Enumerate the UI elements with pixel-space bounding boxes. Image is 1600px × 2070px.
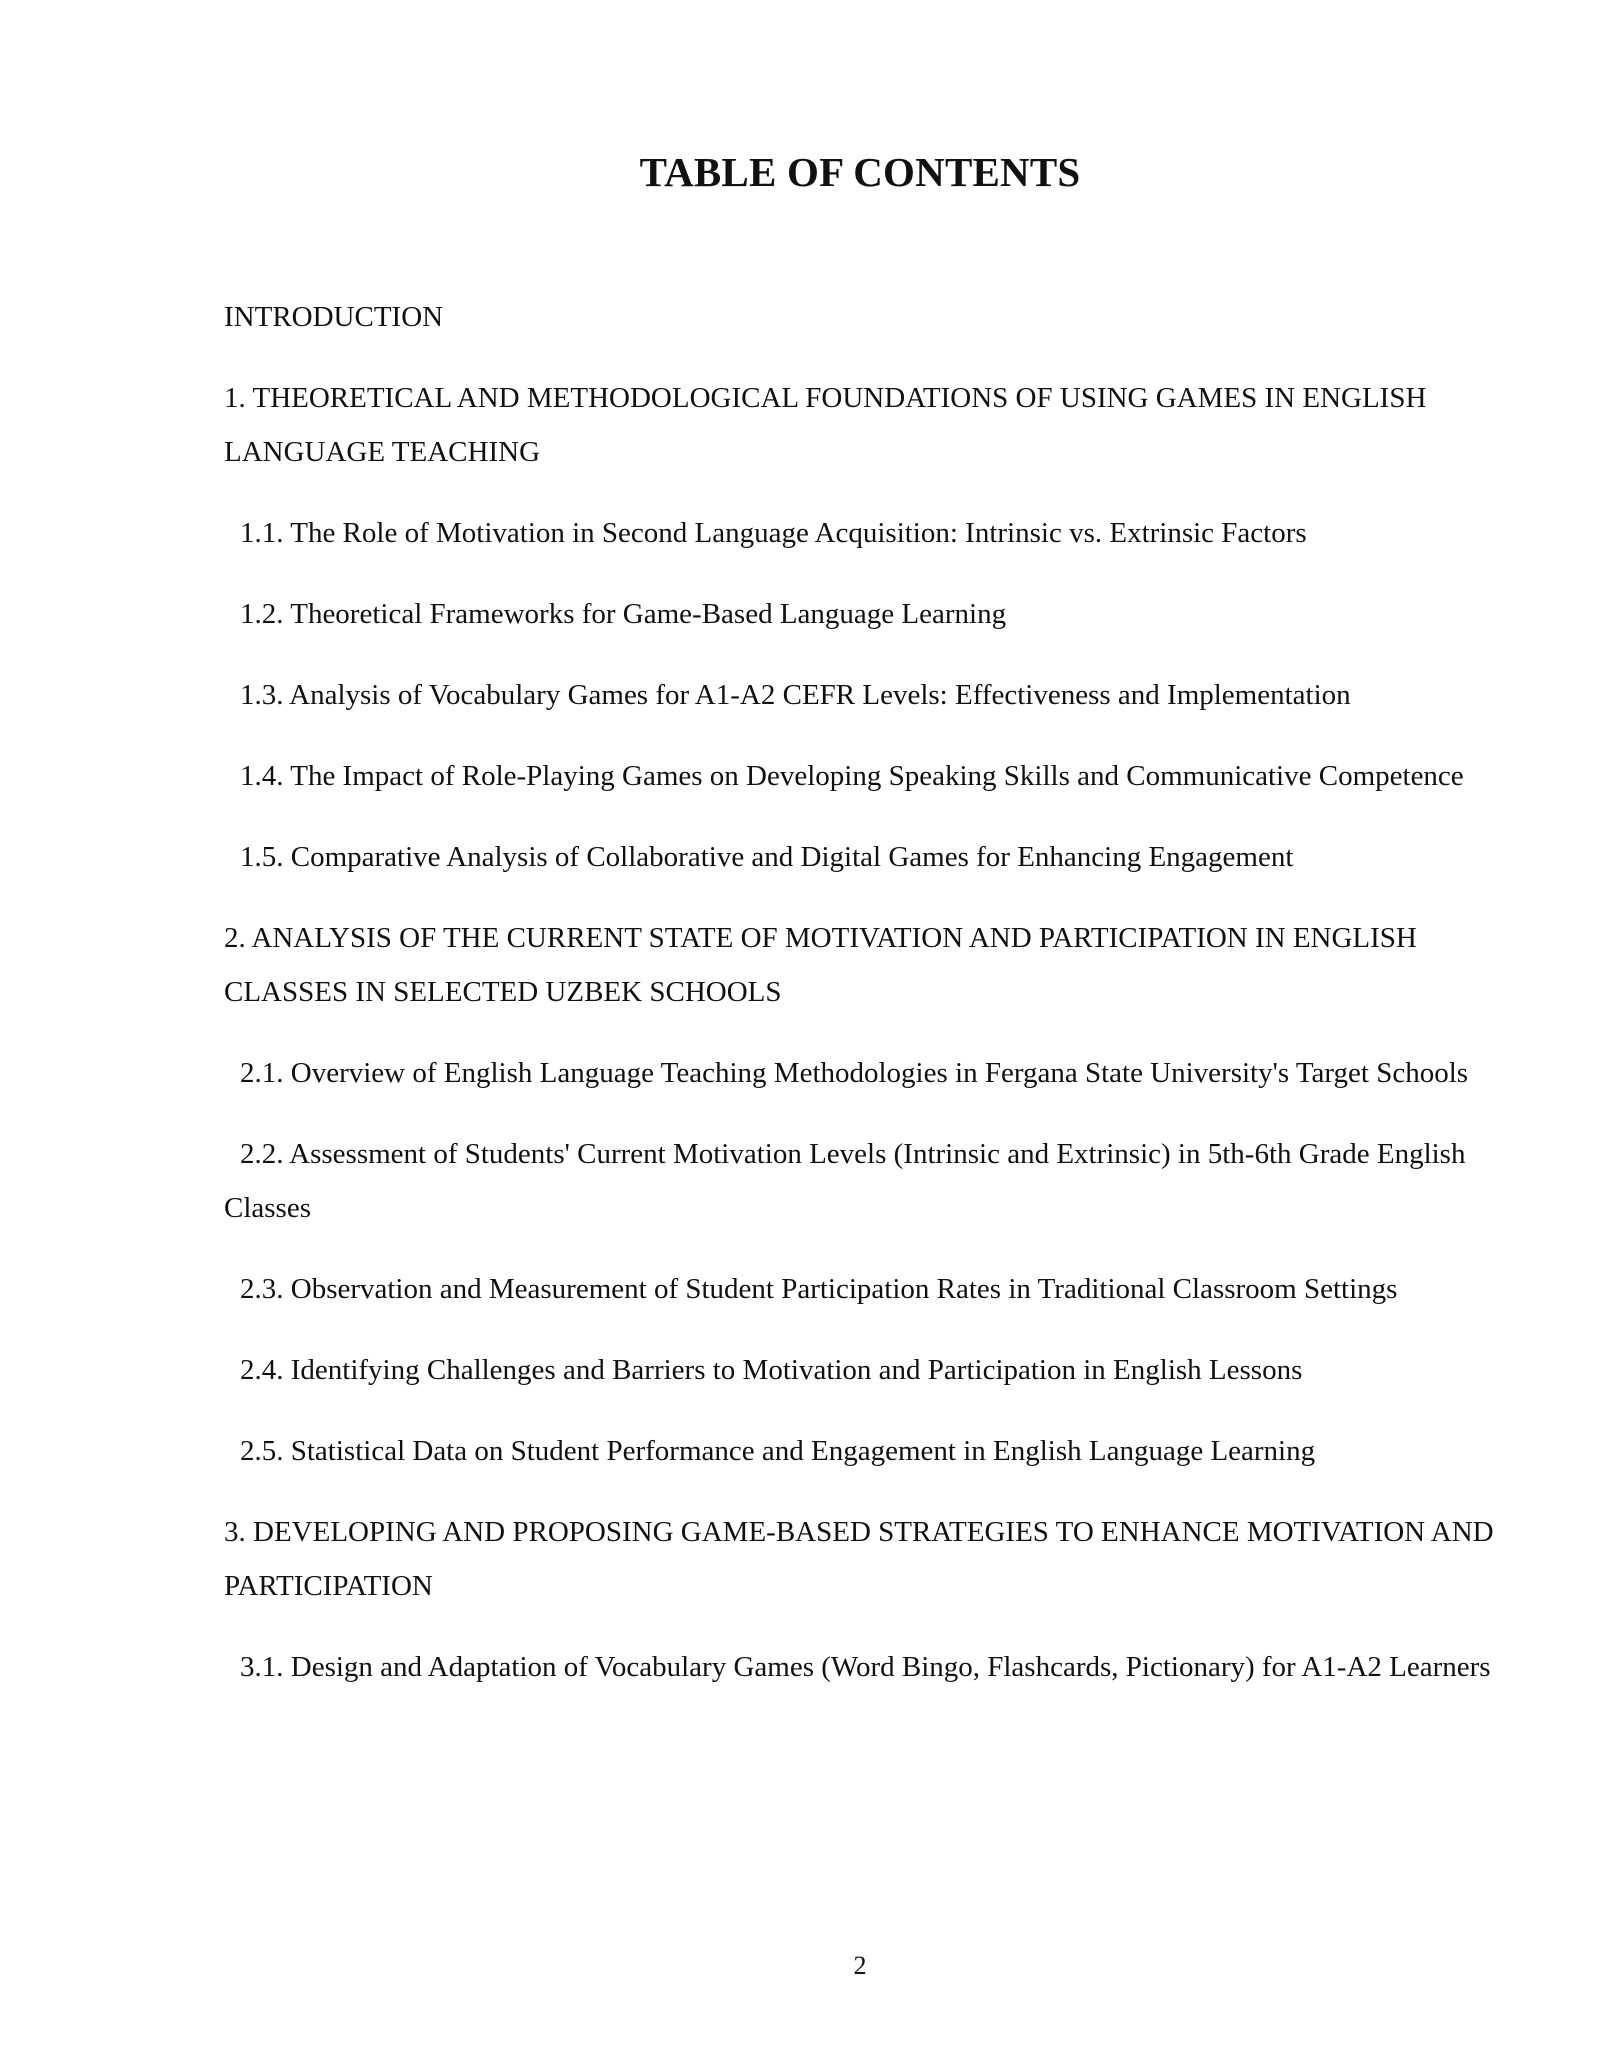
toc-entry-section-2-5: 2.5. Statistical Data on Student Performance and Engagement in English Language Learning bbox=[240, 1435, 1316, 1467]
table-of-contents bbox=[224, 290, 1514, 1721]
toc-entry-section-2-2: 2.2. Assessment of Students' Current Motivation Levels (Intrinsic and Extrinsic) in 5th-6th Grade English Classes bbox=[224, 1138, 1466, 1224]
toc-entry-section-1-4: 1.4. The Impact of Role-Playing Games on Developing Speaking Skills and Communicative Competence bbox=[240, 760, 1464, 792]
toc-entry-chapter-1: 1. THEORETICAL AND METHODOLOGICAL FOUNDATIONS OF USING GAMES IN ENGLISH LANGUAGE TEACHING bbox=[224, 382, 1427, 468]
toc-entry-chapter-2: 2. ANALYSIS OF THE CURRENT STATE OF MOTIVATION AND PARTICIPATION IN ENGLISH CLASSES IN SELECTED UZBEK SCHOOLS bbox=[224, 922, 1417, 1008]
page-number: 2 bbox=[853, 1951, 867, 1980]
toc-entry-section-1-1: 1.1. The Role of Motivation in Second Language Acquisition: Intrinsic vs. Extrinsic Factors bbox=[240, 517, 1307, 549]
page-title: TABLE OF CONTENTS bbox=[639, 149, 1081, 195]
toc-entry-section-1-5: 1.5. Comparative Analysis of Collaborative and Digital Games for Enhancing Engagement bbox=[240, 841, 1294, 873]
toc-entry-introduction: INTRODUCTION bbox=[224, 301, 444, 333]
toc-entry-chapter-3: 3. DEVELOPING AND PROPOSING GAME-BASED STRATEGIES TO ENHANCE MOTIVATION AND PARTICIPATION bbox=[224, 1516, 1494, 1602]
toc-entry-section-2-3: 2.3. Observation and Measurement of Student Participation Rates in Traditional Classroom Settings bbox=[240, 1273, 1398, 1305]
toc-entry-section-1-3: 1.3. Analysis of Vocabulary Games for A1-A2 CEFR Levels: Effectiveness and Implementation bbox=[240, 679, 1351, 711]
toc-entry-section-2-1: 2.1. Overview of English Language Teaching Methodologies in Fergana State University's Target Schools bbox=[240, 1057, 1469, 1089]
toc-entry-section-3-1: 3.1. Design and Adaptation of Vocabulary Games (Word Bingo, Flashcards, Pictionary) for A1-A2 Learners bbox=[240, 1651, 1491, 1683]
toc-entry-section-1-2: 1.2. Theoretical Frameworks for Game-Based Language Learning bbox=[240, 598, 1007, 630]
toc-entry-section-2-4: 2.4. Identifying Challenges and Barriers to Motivation and Participation in English Lessons bbox=[240, 1354, 1303, 1386]
